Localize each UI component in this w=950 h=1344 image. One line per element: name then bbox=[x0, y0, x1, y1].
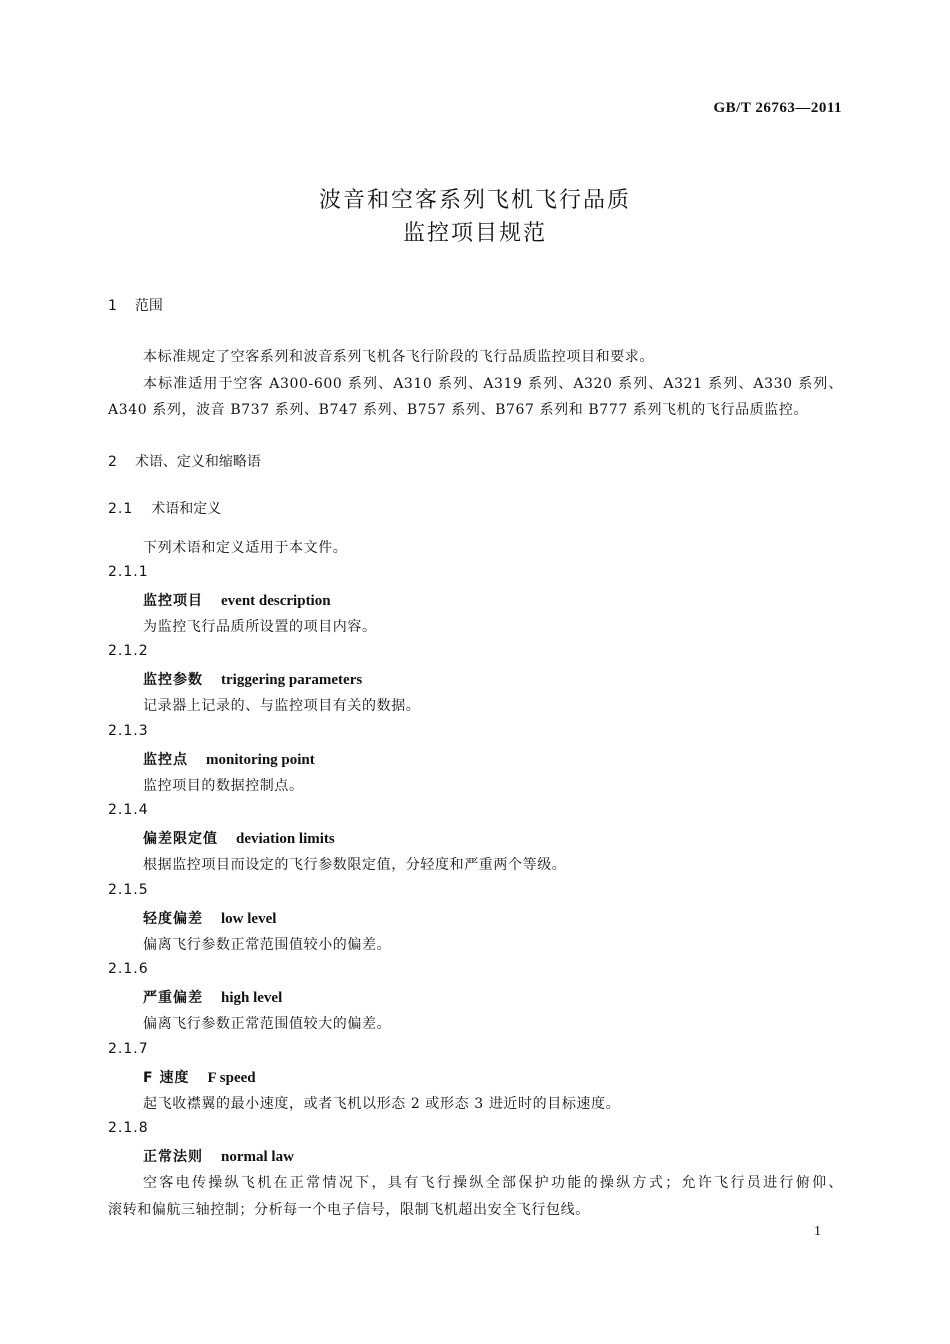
term-zh: 严重偏差 bbox=[143, 990, 203, 1006]
term-definition: 偏离飞行参数正常范围值较大的偏差。 bbox=[143, 1016, 392, 1032]
section-title: 术语、定义和缩略语 bbox=[134, 454, 261, 470]
term-en: deviation limits bbox=[236, 831, 335, 847]
term-en: triggering parameters bbox=[221, 672, 363, 688]
term-definition-line-2: 滚转和偏航三轴控制；分析每一个电子信号，限制飞机超出安全飞行包线。 bbox=[108, 1202, 590, 1218]
term-heading bbox=[143, 987, 282, 1007]
term-en: normal law bbox=[221, 1149, 294, 1165]
term-en: event description bbox=[221, 593, 331, 609]
section-number: 1 bbox=[108, 298, 117, 314]
term-heading bbox=[143, 828, 335, 848]
section-2-1-heading bbox=[108, 498, 221, 518]
document-title-line2: 监控项目规范 bbox=[402, 221, 547, 246]
term-number: 2.1.4 bbox=[108, 802, 149, 818]
term-number: 2.1.1 bbox=[108, 564, 149, 580]
term-definition: 起飞收襟翼的最小速度，或者飞机以形态 2 或形态 3 进近时的目标速度。 bbox=[143, 1096, 621, 1112]
section-1-paragraph-1: 本标准规定了空客系列和波音系列飞机各飞行阶段的飞行品质监控项目和要求。 bbox=[143, 349, 654, 365]
term-zh: 监控参数 bbox=[143, 672, 203, 688]
term-zh: F 速度 bbox=[143, 1070, 190, 1086]
term-zh: 偏差限定值 bbox=[143, 831, 218, 847]
term-number: 2.1.5 bbox=[108, 882, 149, 898]
section-1-paragraph-2-line-1: 本标准适用于空客 A300-600 系列、A310 系列、A319 系列、A320 系列、A321 系列、A330 系列、 bbox=[143, 376, 843, 392]
section-2-heading bbox=[108, 451, 261, 471]
term-heading bbox=[143, 669, 362, 689]
section-title: 范围 bbox=[134, 298, 163, 314]
term-zh: 监控项目 bbox=[143, 593, 203, 609]
term-heading bbox=[143, 1146, 294, 1166]
term-zh: 监控点 bbox=[143, 752, 188, 768]
term-number: 2.1.6 bbox=[108, 961, 149, 977]
document-title-line1: 波音和空客系列飞机飞行品质 bbox=[318, 188, 631, 213]
term-en: F speed bbox=[207, 1070, 256, 1086]
standard-code: GB/T 26763—2011 bbox=[713, 100, 842, 116]
term-number: 2.1.7 bbox=[108, 1041, 149, 1057]
section-number: 2 bbox=[108, 454, 117, 470]
term-definition: 记录器上记录的、与监控项目有关的数据。 bbox=[143, 698, 421, 714]
term-en: monitoring point bbox=[206, 752, 315, 768]
term-en: high level bbox=[221, 990, 283, 1006]
term-definition-line-1: 空客电传操纵飞机在正常情况下，具有飞行操纵全部保护功能的操纵方式；允许飞行员进行俯仰、 bbox=[143, 1175, 843, 1191]
term-number: 2.1.3 bbox=[108, 723, 149, 739]
term-zh: 轻度偏差 bbox=[143, 911, 203, 927]
term-heading bbox=[143, 749, 315, 769]
section-2-1-intro: 下列术语和定义适用于本文件。 bbox=[143, 540, 348, 556]
section-number: 2.1 bbox=[108, 501, 134, 517]
section-title: 术语和定义 bbox=[151, 501, 222, 517]
term-number: 2.1.8 bbox=[108, 1120, 149, 1136]
term-definition: 偏离飞行参数正常范围值较小的偏差。 bbox=[143, 937, 392, 953]
term-heading bbox=[143, 908, 276, 928]
section-1-paragraph-2-line-2: A340 系列，波音 B737 系列、B747 系列、B757 系列、B767 系列和 B777 系列飞机的飞行品质监控。 bbox=[108, 402, 809, 418]
term-en: low level bbox=[221, 911, 277, 927]
term-heading bbox=[143, 590, 331, 610]
page-number: 1 bbox=[814, 1224, 821, 1239]
term-definition: 为监控飞行品质所设置的项目内容。 bbox=[143, 619, 377, 635]
term-definition: 根据监控项目而设定的飞行参数限定值，分轻度和严重两个等级。 bbox=[143, 857, 567, 873]
term-zh: 正常法则 bbox=[143, 1149, 203, 1165]
term-definition: 监控项目的数据控制点。 bbox=[143, 778, 304, 794]
section-1-heading bbox=[108, 295, 163, 315]
term-number: 2.1.2 bbox=[108, 643, 149, 659]
term-heading bbox=[143, 1067, 256, 1087]
